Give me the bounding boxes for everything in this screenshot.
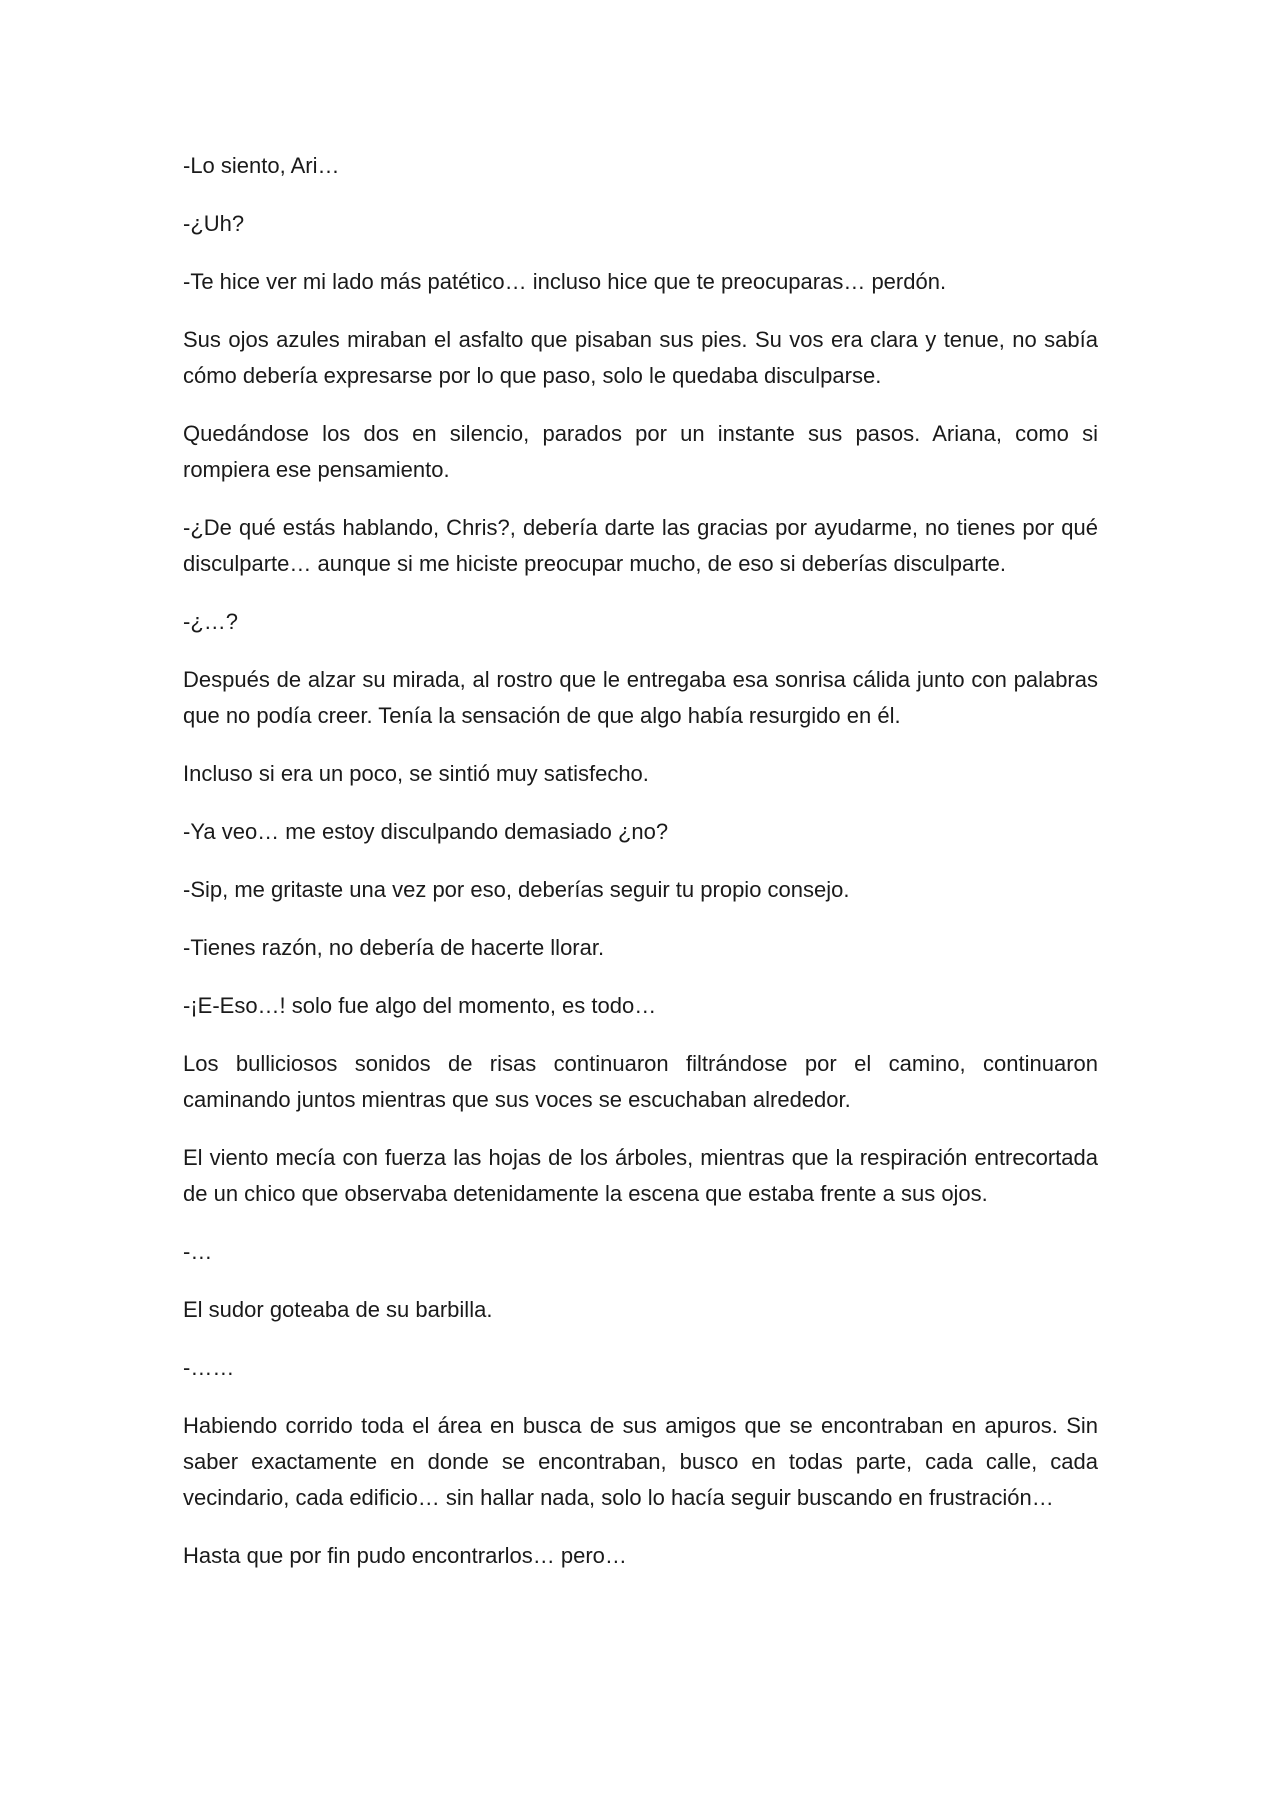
paragraph: El sudor goteaba de su barbilla. xyxy=(183,1297,493,1322)
paragraph: -Tienes razón, no debería de hacerte llorar. xyxy=(183,935,605,960)
paragraph: -¿Uh? xyxy=(183,211,245,236)
paragraph: -Ya veo… me estoy disculpando demasiado ¿no? xyxy=(183,819,669,844)
paragraph: Hasta que por fin pudo encontrarlos… pero… xyxy=(183,1543,627,1568)
paragraph: El viento mecía con fuerza las hojas de los árboles, mientras que la respiración entrecortada de un chico que observaba detenidamente la escena que estaba frente a sus ojos. xyxy=(183,1145,1098,1206)
paragraph: -Te hice ver mi lado más patético… incluso hice que te preocuparas… perdón. xyxy=(183,269,947,294)
paragraph: -…… xyxy=(183,1355,235,1380)
paragraph: Sus ojos azules miraban el asfalto que pisaban sus pies. Su vos era clara y tenue, no sabía cómo debería expresarse por lo que paso, solo le quedaba disculparse. xyxy=(183,327,1098,388)
paragraph: -¿…? xyxy=(183,609,238,634)
paragraph: Habiendo corrido toda el área en busca de sus amigos que se encontraban en apuros. Sin saber exactamente en donde se encontraban, busco en todas parte, cada calle, cada vecindario, cada edificio… sin hallar nada, solo lo hacía seguir buscando en frustración… xyxy=(183,1413,1098,1510)
paragraph: -¡E-Eso…! solo fue algo del momento, es todo… xyxy=(183,993,657,1018)
paragraph: -Sip, me gritaste una vez por eso, deberías seguir tu propio consejo. xyxy=(183,877,850,902)
document-body xyxy=(183,148,1098,1596)
paragraph: Incluso si era un poco, se sintió muy satisfecho. xyxy=(183,761,649,786)
paragraph: Después de alzar su mirada, al rostro que le entregaba esa sonrisa cálida junto con palabras que no podía creer. Tenía la sensación de que algo había resurgido en él. xyxy=(183,667,1098,728)
paragraph: Los bulliciosos sonidos de risas continuaron filtrándose por el camino, continuaron caminando juntos mientras que sus voces se escuchaban alrededor. xyxy=(183,1051,1098,1112)
paragraph: Quedándose los dos en silencio, parados por un instante sus pasos. Ariana, como si rompiera ese pensamiento. xyxy=(183,421,1098,482)
paragraph: -Lo siento, Ari… xyxy=(183,153,340,178)
paragraph: -¿De qué estás hablando, Chris?, debería darte las gracias por ayudarme, no tienes por qué disculparte… aunque si me hiciste preocupar mucho, de eso si deberías disculparte. xyxy=(183,515,1098,576)
paragraph: -… xyxy=(183,1239,213,1264)
